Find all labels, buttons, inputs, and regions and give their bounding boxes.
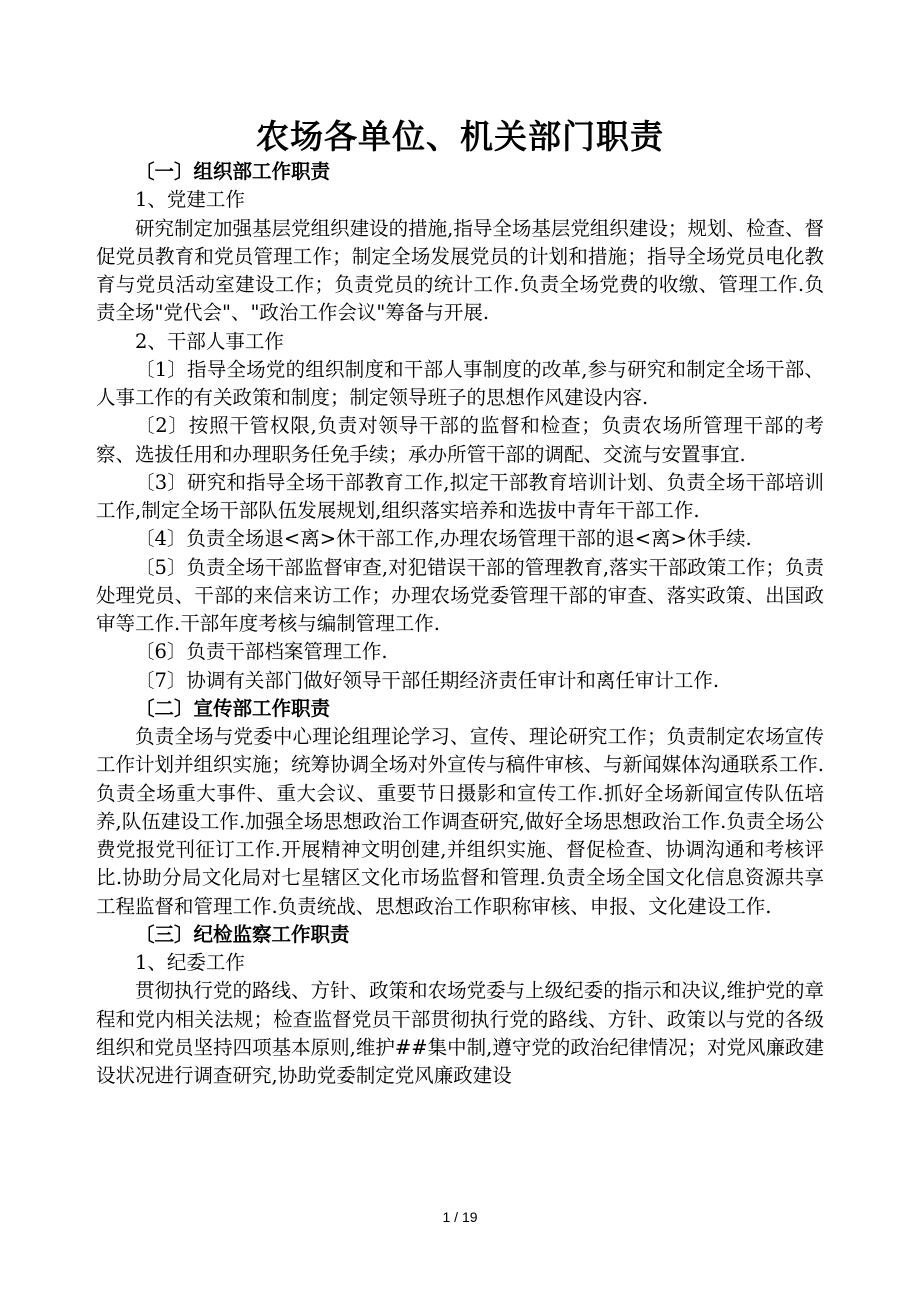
list-item: 〔2〕按照干管权限,负责对领导干部的监督和检查；负责农场所管理干部的考察、选拔任用和办理职务任免手续；承办所管干部的调配、交流与安置事宜. [96,414,824,466]
page-number: 1 / 19 [442,1209,478,1225]
list-item: 〔4〕负责全场退<离>休干部工作,办理农场管理干部的退<离>休手续. [135,527,752,551]
list-item: 〔3〕研究和指导全场干部教育工作,拟定干部教育培训计划、负责全场干部培训工作,制定全场干部队伍发展规划,组织落实培养和选拔中青年干部工作. [96,470,824,522]
document-body [96,158,824,1090]
list-item: 〔7〕协调有关部门做好领导干部任期经济责任审计和离任审计工作. [135,668,720,692]
paragraph: 研究制定加强基层党组织建设的措施,指导全场基层党组织建设；规划、检查、督促党员教育和党员管理工作；制定全场发展党员的计划和措施；指导全场党员电化教育与党员活动室建设工作；负责党员的统计工作.负责全场党费的收缴、管理工作.负责全场"党代会"、"政治工作会议"筹备与开展. [96,216,824,325]
subsection-discipline-committee: 1、纪委工作 [135,951,245,974]
page-title: 农场各单位、机关部门职责 [256,117,664,156]
subsection-party-building: 1、党建工作 [135,188,245,212]
subsection-cadre-personnel: 2、干部人事工作 [135,329,284,353]
list-item: 〔5〕负责全场干部监督审查,对犯错误干部的管理教育,落实干部政策工作；负责处理党员、干部的来信来访工作；办理农场党委管理干部的审查、落实政策、出国政审等工作.干部年度考核与编制管理工作. [96,555,824,635]
section-heading-publicity: 〔二〕宣传部工作职责 [135,696,331,720]
section-heading-discipline: 〔三〕纪检监察工作职责 [135,922,350,946]
paragraph: 负责全场与党委中心理论组理论学习、宣传、理论研究工作；负责制定农场宣传工作计划并组织实施；统筹协调全场对外宣传与稿件审核、与新闻媒体沟通联系工作.负责全场重大事件、重大会议、重要节日摄影和宣传工作.抓好全场新闻宣传队伍培养,队伍建设工作.加强全场思想政治工作调查研究,做好全场思想政治工作.负责全场公费党报党刊征订工作.开展精神文明创建,并组织实施、督促检查、协调沟通和考核评比.协助分局文化局对七星辖区文化市场监督和管理.负责全场全国文化信息资源共享工程监督和管理工作.负责统战、思想政治工作职称审核、申报、文化建设工作. [96,725,824,918]
list-item: 〔6〕负责干部档案管理工作. [135,640,388,664]
list-item: 〔1〕指导全场党的组织制度和干部人事制度的改革,参与研究和制定全场干部、人事工作的有关政策和制度；制定领导班子的思想作风建设内容. [96,357,824,409]
section-heading-organization: 〔一〕组织部工作职责 [135,160,331,183]
paragraph: 贯彻执行党的路线、方针、政策和农场党委与上级纪委的指示和决议,维护党的章程和党内相关法规；检查监督党员干部贯彻执行党的路线、方针、政策以与党的各级组织和党员坚持四项基本原则,维护##集中制,遵守党的政治纪律情况；对党风廉政建设状况进行调查研究,协助党委制定党风廉政建设 [96,979,824,1087]
